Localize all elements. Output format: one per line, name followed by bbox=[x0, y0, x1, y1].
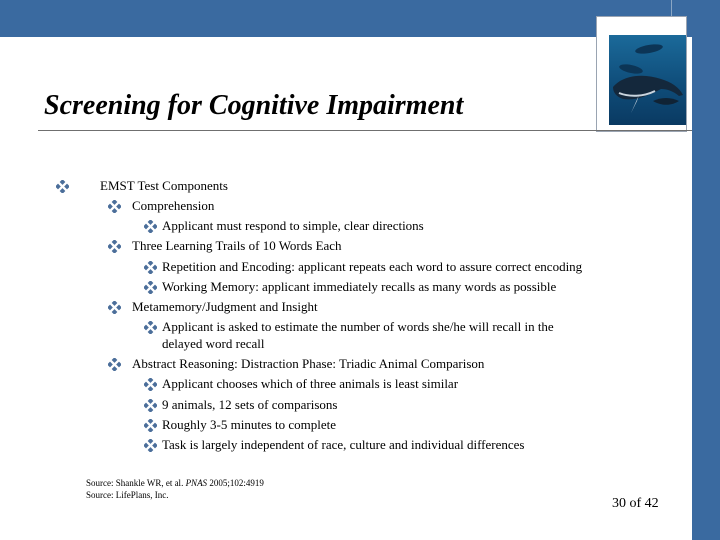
bullet-diamond-icon bbox=[108, 240, 121, 253]
bullet-l3: 9 animals, 12 sets of comparisons bbox=[162, 397, 338, 412]
source-journal: PNAS bbox=[185, 478, 208, 488]
bullet-l3: Working Memory: applicant immediately recalls as many words as possible bbox=[162, 279, 557, 294]
bullet-diamond-icon bbox=[56, 180, 69, 193]
bullet-diamond-icon bbox=[144, 378, 157, 391]
right-band bbox=[692, 0, 720, 540]
bullet-diamond-icon bbox=[144, 281, 157, 294]
bullet-l2: Abstract Reasoning: Distraction Phase: Triadic Animal Comparison bbox=[132, 356, 485, 371]
bullet-diamond-icon bbox=[144, 220, 157, 233]
whale-image bbox=[609, 35, 686, 125]
bullet-l3-continuation: delayed word recall bbox=[162, 336, 265, 351]
bullet-l3: Applicant is asked to estimate the number of words she/he will recall in the bbox=[162, 319, 554, 334]
bullet-l3: Repetition and Encoding: applicant repeats each word to assure correct encoding bbox=[162, 259, 583, 274]
bullet-l1: EMST Test Components bbox=[100, 178, 228, 193]
bullet-diamond-icon bbox=[144, 419, 157, 432]
bullet-diamond-icon bbox=[144, 261, 157, 274]
whale-image-frame bbox=[596, 16, 687, 132]
title-underline bbox=[38, 130, 692, 131]
bullet-l2: Three Learning Trails of 10 Words Each bbox=[132, 238, 342, 253]
bullet-l2: Comprehension bbox=[132, 198, 215, 213]
bullet-diamond-icon bbox=[108, 200, 121, 213]
bullet-l3: Applicant chooses which of three animals is least similar bbox=[162, 376, 459, 391]
bullet-l3: Roughly 3-5 minutes to complete bbox=[162, 417, 337, 432]
bullet-l3: Task is largely independent of race, culture and individual differences bbox=[162, 437, 525, 452]
source-citation-2: Source: LifePlans, Inc. bbox=[86, 490, 169, 500]
bullet-diamond-icon bbox=[108, 358, 121, 371]
source-text: Source: Shankle WR, et al. bbox=[86, 478, 186, 488]
slide-title: Screening for Cognitive Impairment bbox=[44, 90, 464, 121]
source-text: 2005;102:4919 bbox=[207, 478, 264, 488]
page-number: 30 of 42 bbox=[612, 496, 659, 511]
bullet-l2: Metamemory/Judgment and Insight bbox=[132, 299, 318, 314]
bullet-diamond-icon bbox=[144, 399, 157, 412]
bullet-l3: Applicant must respond to simple, clear directions bbox=[162, 218, 424, 233]
bullet-diamond-icon bbox=[144, 321, 157, 334]
bullet-diamond-icon bbox=[108, 301, 121, 314]
bullet-diamond-icon bbox=[144, 439, 157, 452]
source-citation-1 bbox=[86, 478, 264, 488]
